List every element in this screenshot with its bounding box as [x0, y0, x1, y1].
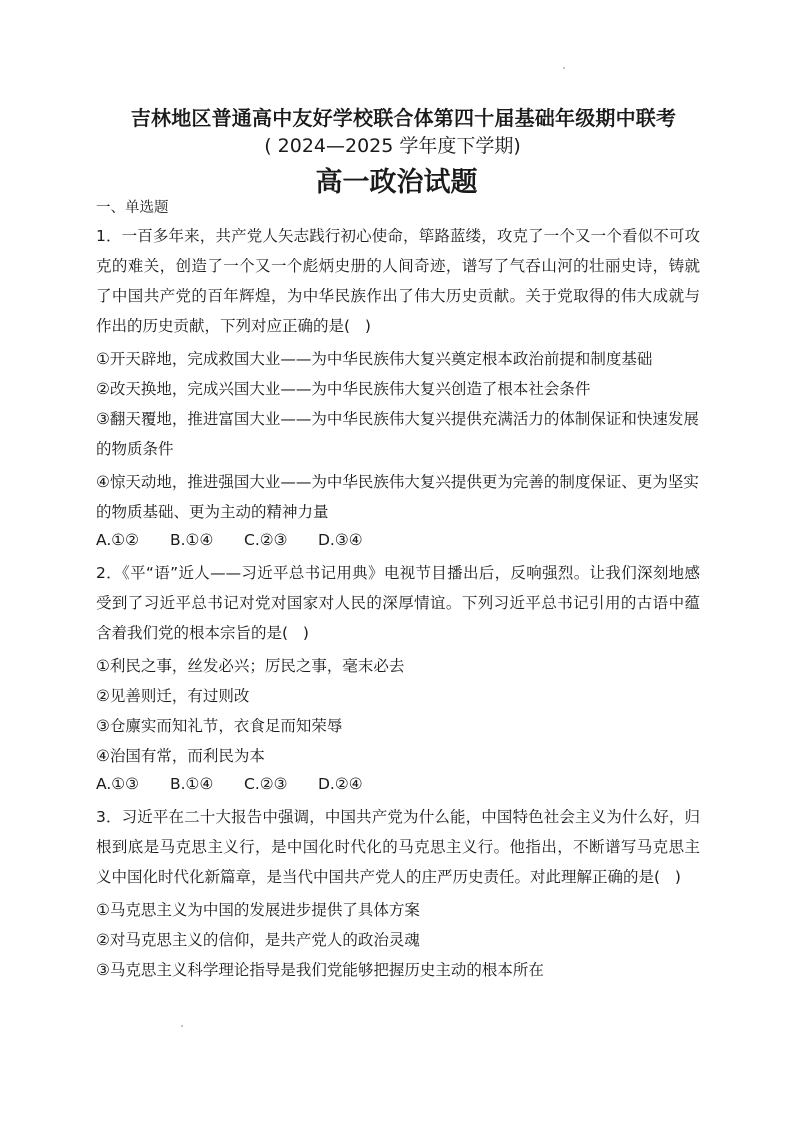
exam-content	[96, 198, 700, 985]
answer-choice-c: C.②③	[244, 775, 288, 793]
question-option: ③马克思主义科学理论指导是我们党能够把握历史主动的根本所在	[96, 961, 544, 979]
question-option: ①利民之事，丝发必兴；厉民之事，毫末必去	[96, 657, 405, 675]
question-option: ①马克思主义为中国的发展进步提供了具体方案	[96, 901, 420, 919]
school-year: ( 2024—2025 学年度下学期)	[264, 135, 521, 157]
answer-choice-d: D.②④	[318, 775, 363, 793]
scan-speck	[563, 67, 565, 69]
question-option: ②对马克思主义的信仰，是共产党人的政治灵魂	[96, 931, 420, 949]
question-option: ③仓廪实而知礼节，衣食足而知荣辱	[96, 717, 343, 735]
section-heading: 一、单选题	[96, 200, 169, 216]
answer-choice-a: A.①③	[96, 775, 140, 793]
question-1	[96, 221, 700, 553]
question-2	[96, 558, 700, 797]
exam-title: 吉林地区普通高中友好学校联合体第四十届基础年级期中联考	[130, 106, 677, 130]
answer-choice-b: B.①④	[170, 531, 214, 549]
answer-choice-a: A.①②	[96, 531, 140, 549]
question-option: ②见善则迁，有过则改	[96, 687, 250, 705]
answer-choice-d: D.③④	[318, 531, 363, 549]
question-option: ④治国有常，而利民为本	[96, 747, 265, 765]
question-stem: 2．《平“语”近人——习近平总书记用典》电视节目播出后，反响强烈。让我们深刻地感受到了习近平总书记对党对国家对人民的深厚情谊。下列习近平总书记引用的古语中蕴含着我们党的根本宗旨的是( )	[96, 564, 700, 642]
scan-speck	[181, 1025, 183, 1027]
answer-choices	[96, 527, 700, 553]
question-option: ①开天辟地，完成救国大业——为中华民族伟大复兴奠定根本政治前提和制度基础	[96, 350, 653, 368]
question-3	[96, 802, 700, 985]
question-option: ③翻天覆地，推进富国大业——为中华民族伟大复兴提供充满活力的体制保证和快速发展的物质条件	[96, 410, 699, 458]
subject-title: 高一政治试题	[315, 167, 478, 198]
answer-choice-b: B.①④	[170, 775, 214, 793]
question-option: ②改天换地，完成兴国大业——为中华民族伟大复兴创造了根本社会条件	[96, 380, 591, 398]
question-stem: 1．一百多年来，共产党人矢志践行初心使命，筚路蓝缕，攻克了一个又一个看似不可攻克的难关，创造了一个又一个彪炳史册的人间奇迹，谱写了气吞山河的壮丽史诗，铸就了中国共产党的百年辉煌，为中华民族作出了伟大历史贡献。关于党取得的伟大成就与作出的历史贡献，下列对应正确的是( )	[96, 227, 700, 335]
question-option: ④惊天动地，推进强国大业——为中华民族伟大复兴提供更为完善的制度保证、更为坚实的物质基础、更为主动的精神力量	[96, 473, 699, 521]
question-stem: 3．习近平在二十大报告中强调，中国共产党为什么能，中国特色社会主义为什么好，归根到底是马克思主义行，是中国化时代化的马克思主义行。他指出，不断谱写马克思主义中国化时代化新篇章，是当代中国共产党人的庄严历史责任。对此理解正确的是( )	[96, 808, 700, 886]
answer-choices	[96, 771, 700, 797]
answer-choice-c: C.②③	[244, 531, 288, 549]
